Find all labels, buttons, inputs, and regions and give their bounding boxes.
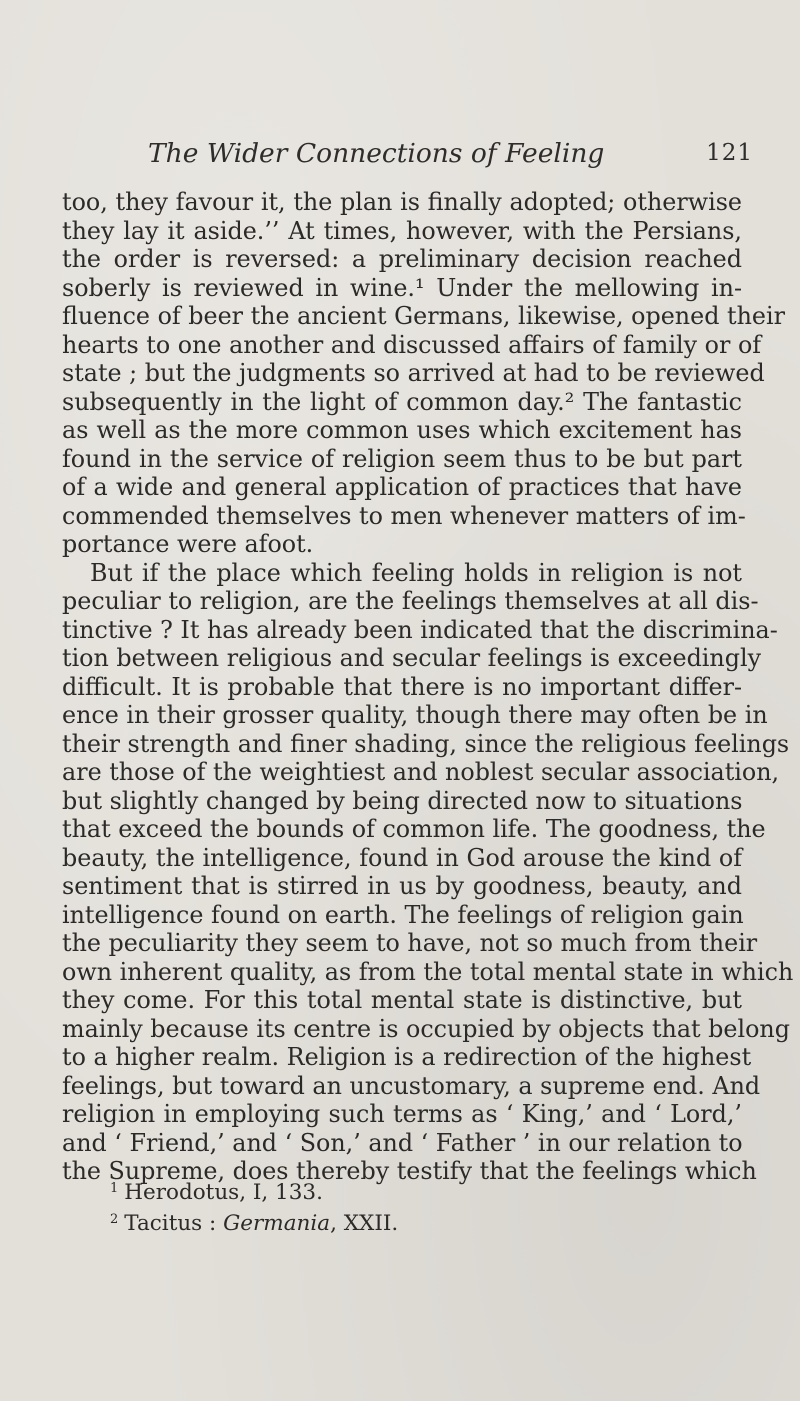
text-line: of a wide and general application of practices that have	[62, 473, 742, 501]
text-line: and ‘ Friend,’ and ‘ Son,’ and ‘ Father ’ in our relation to	[62, 1128, 743, 1157]
text-line-paragraph-start: But if the place which feeling holds in religion is not	[90, 558, 742, 587]
text-line: as well as the more common uses which excitement has	[62, 416, 742, 444]
body-text	[62, 188, 794, 1186]
text-line: but slightly changed by being directed now to situations	[62, 786, 743, 815]
text-line: too, they favour it, the plan is finally adopted; otherwise	[62, 188, 742, 216]
text-line: hearts to one another and discussed affairs of family or of	[62, 330, 762, 359]
footnote-work-title: Germania	[223, 1211, 331, 1236]
footnote-marker: 2	[110, 1212, 119, 1227]
footnote-text-rest: , XXII.	[330, 1211, 399, 1236]
text-line: ence in their grosser quality, though there may often be in	[62, 701, 768, 729]
text-line: mainly because its centre is occupied by objects that belong	[62, 1014, 790, 1043]
text-line: they lay it aside.’’ At times, however, with the Persians,	[62, 216, 742, 245]
text-line: tinctive ? It has already been indicated that the discrimina-	[62, 615, 778, 644]
text-line: the peculiarity they seem to have, not so much from their	[62, 929, 758, 957]
text-line: feelings, but toward an uncustomary, a supreme end. And	[62, 1071, 761, 1100]
text-line: they come. For this total mental state is distinctive, but	[62, 986, 742, 1014]
text-line: own inherent quality, as from the total mental state in which	[62, 957, 794, 986]
text-line: to a higher realm. Religion is a redirection of the highest	[62, 1043, 752, 1071]
footnotes	[110, 1175, 710, 1237]
text-line: state ; but the judgments so arrived at had to be reviewed	[62, 359, 765, 387]
text-line: found in the service of religion seem thus to be but part	[62, 444, 742, 473]
text-line: fluence of beer the ancient Germans, likewise, opened their	[62, 302, 785, 330]
text-line: tion between religious and secular feelings is exceedingly	[62, 644, 762, 672]
footnote-marker: 1	[110, 1181, 119, 1196]
text-line: the order is reversed: a preliminary decision reached	[62, 245, 742, 273]
page-number: 121	[706, 140, 753, 166]
text-line: difficult. It is probable that there is no important differ-	[62, 672, 742, 701]
footnote-1	[110, 1175, 710, 1206]
text-line-paragraph-end: portance were afoot.	[62, 530, 314, 558]
text-line: that exceed the bounds of common life. The goodness, the	[62, 815, 766, 843]
text-line: commended themselves to men whenever matters of im-	[62, 501, 746, 530]
page-header	[148, 138, 753, 178]
footnote-2	[110, 1206, 710, 1237]
text-line: religion in employing such terms as ‘ King,’ and ‘ Lord,’	[62, 1100, 742, 1128]
text-line: the Supreme, does thereby testify that the feelings which	[62, 1157, 757, 1185]
text-line: beauty, the intelligence, found in God arouse the kind of	[62, 843, 742, 872]
text-line: soberly is reviewed in wine.¹ Under the mellowing in-	[62, 273, 742, 302]
text-line: subsequently in the light of common day.² The fantastic	[62, 387, 742, 416]
text-line: intelligence found on earth. The feelings of religion gain	[62, 900, 744, 929]
text-line: their strength and finer shading, since the religious feelings	[62, 729, 790, 758]
footnote-text: Herodotus, I, 133.	[124, 1180, 323, 1205]
text-line: sentiment that is stirred in us by goodness, beauty, and	[62, 872, 742, 900]
text-line: peculiar to religion, are the feelings themselves at all dis-	[62, 587, 759, 615]
running-title: The Wider Connections of Feeling	[148, 138, 605, 169]
footnote-text: Tacitus :	[124, 1211, 224, 1236]
text-line: are those of the weightiest and noblest secular association,	[62, 758, 780, 786]
